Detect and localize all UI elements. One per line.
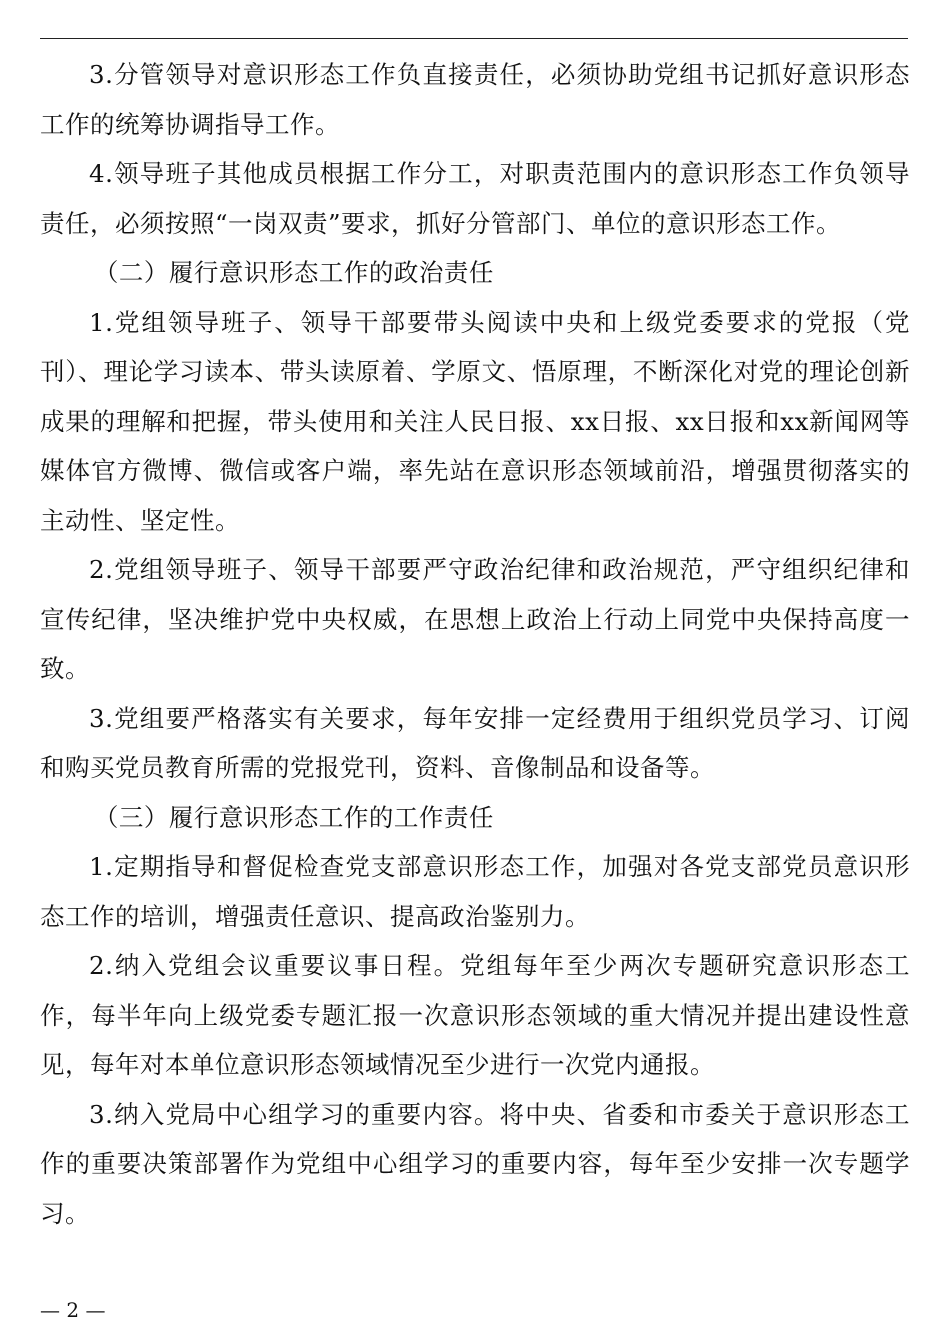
paragraph-work-1: 1.定期指导和督促检查党支部意识形态工作，加强对各党支部党员意识形态工作的培训，增强责任意识、提高政治鉴别力。 bbox=[40, 852, 910, 931]
paragraph-3-direct-responsibility: 3.分管领导对意识形态工作负直接责任，必须协助党组书记抓好意识形态工作的统筹协调指导工作。 bbox=[40, 60, 910, 139]
paragraph-work-2: 2.纳入党组会议重要议事日程。党组每年至少两次专题研究意识形态工作，每半年向上级党委专题汇报一次意识形态领域的重大情况并提出建设性意见，每年对本单位意识形态领域情况至少进行一次党内通报。 bbox=[40, 951, 910, 1079]
page-number: — 2 — bbox=[40, 1298, 106, 1322]
document-body bbox=[40, 50, 910, 1238]
paragraph-political-1: 1.党组领导班子、领导干部要带头阅读中央和上级党委要求的党报（党刊）、理论学习读本、带头读原着、学原文、悟原理，不断深化对党的理论创新成果的理解和把握，带头使用和关注人民日报、xx日报、xx日报和xx新闻网等媒体官方微博、微信或客户端，率先站在意识形态领域前沿，增强贯彻落实的主动性、坚定性。 bbox=[40, 307, 910, 535]
paragraph-work-3: 3.纳入党局中心组学习的重要内容。将中央、省委和市委关于意识形态工作的重要决策部署作为党组中心组学习的重要内容，每年至少安排一次专题学习。 bbox=[40, 1099, 910, 1228]
section-heading-political-responsibility: （二）履行意识形态工作的政治责任 bbox=[93, 258, 494, 287]
paragraph-political-3: 3.党组要严格落实有关要求，每年安排一定经费用于组织党员学习、订阅和购买党员教育所需的党报党刊，资料、音像制品和设备等。 bbox=[40, 703, 910, 782]
paragraph-4-leadership-responsibility: 4.领导班子其他成员根据工作分工，对职责范围内的意识形态工作负领导责任，必须按照“一岗双责”要求，抓好分管部门、单位的意识形态工作。 bbox=[40, 159, 910, 238]
header-rule bbox=[40, 38, 908, 39]
section-heading-work-responsibility: （三）履行意识形态工作的工作责任 bbox=[93, 802, 494, 832]
paragraph-political-2: 2.党组领导班子、领导干部要严守政治纪律和政治规范，严守组织纪律和宣传纪律，坚决维护党中央权威，在思想上政治上行动上同党中央保持高度一致。 bbox=[40, 555, 910, 683]
